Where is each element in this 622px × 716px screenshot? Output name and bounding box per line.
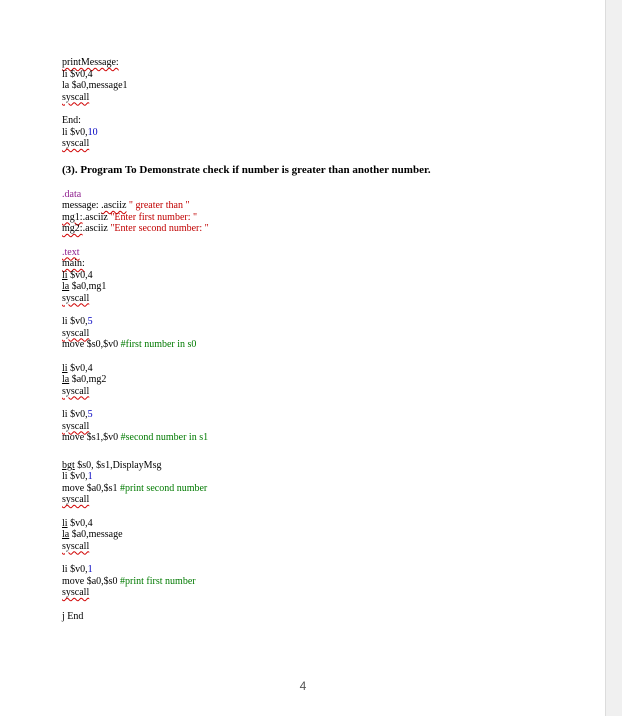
code-text: move $s1,$v0 <box>62 432 121 443</box>
section-heading: (3). Program To Demonstrate check if number is greater than another number. <box>62 163 431 176</box>
code-line <box>62 611 582 623</box>
code-args: $a0,message <box>69 529 123 540</box>
code-line <box>62 409 582 421</box>
string-literal: "Enter first number: " <box>107 211 198 223</box>
code-syscall: syscall <box>62 91 90 103</box>
code-line <box>62 471 582 483</box>
code-syscall: syscall <box>62 494 90 505</box>
code-args: $v0, <box>67 316 88 327</box>
code-line <box>62 247 582 259</box>
code-line <box>62 564 582 576</box>
code-text: move $s0,$v0 <box>62 339 121 350</box>
code-syscall: syscall <box>62 587 90 598</box>
code-num: 5 <box>87 409 93 420</box>
code-args: $v0, <box>67 269 88 281</box>
code-line <box>62 138 582 150</box>
code-num: 5 <box>87 316 93 327</box>
code-line <box>62 529 582 541</box>
code-args: $v0, <box>70 68 88 80</box>
code-label: mg2: <box>62 223 83 234</box>
code-label: message: <box>62 200 102 211</box>
code-comment: #print second number <box>120 482 208 494</box>
code-args: $v0, <box>67 362 88 374</box>
code-num: 4 <box>87 362 93 374</box>
code-line <box>62 127 582 139</box>
code-op: li <box>62 362 68 374</box>
code-op: li <box>62 409 68 420</box>
code-args: $v0, <box>67 517 88 529</box>
code-line <box>62 518 582 530</box>
code-text: move $a0,$s0 <box>62 575 121 587</box>
document-body <box>62 57 582 622</box>
code-op: li <box>62 316 68 327</box>
code-line <box>62 541 582 553</box>
code-line <box>62 432 582 444</box>
code-op: la <box>62 281 70 292</box>
code-comment: #second number in s1 <box>120 432 209 443</box>
code-syscall: syscall <box>62 327 90 339</box>
code-line <box>62 374 582 386</box>
code-line <box>62 212 582 224</box>
code-line <box>62 316 582 328</box>
code-op: li <box>62 269 68 281</box>
code-op: la <box>62 80 70 91</box>
code-num: 1 <box>87 471 93 482</box>
code-line <box>62 483 582 495</box>
code-args: $v0, <box>67 471 88 482</box>
main-label: main: <box>62 258 85 269</box>
code-syscall: syscall <box>62 420 90 432</box>
string-literal: "Enter second number: " <box>107 223 209 234</box>
code-line <box>62 363 582 375</box>
code-num: 4 <box>87 517 93 529</box>
code-line <box>62 223 582 235</box>
code-num: 10 <box>87 126 98 138</box>
code-num: 4 <box>87 68 93 80</box>
code-text: j End <box>62 610 84 622</box>
code-op: li <box>62 517 68 529</box>
code-line <box>62 421 582 433</box>
code-line <box>62 328 582 340</box>
code-args: $s0, $s1,DisplayMsg <box>74 459 162 471</box>
code-syscall: syscall <box>62 385 90 397</box>
vertical-scrollbar[interactable] <box>605 0 622 716</box>
code-op: la <box>62 529 70 540</box>
code-args: $a0,message1 <box>71 80 128 91</box>
code-comment: #print first number <box>120 575 196 587</box>
data-directive: .data <box>62 188 82 200</box>
code-op: bgt <box>62 459 75 471</box>
code-args: $v0, <box>70 126 88 138</box>
code-label: End: <box>62 115 81 126</box>
code-line <box>62 494 582 506</box>
code-line <box>62 293 582 305</box>
asciiz-directive: .asciiz <box>101 200 127 211</box>
code-args: $v0, <box>67 564 88 575</box>
code-line <box>62 57 582 69</box>
code-line <box>62 92 582 104</box>
code-op: li <box>62 126 68 138</box>
code-syscall: syscall <box>62 540 90 552</box>
code-args: $v0, <box>67 409 88 420</box>
code-line <box>62 587 582 599</box>
code-line <box>62 189 582 201</box>
code-line <box>62 80 582 92</box>
code-op: li <box>62 471 68 482</box>
code-line <box>62 460 582 472</box>
code-line <box>62 270 582 282</box>
code-num: 4 <box>87 269 93 281</box>
code-line <box>62 115 582 127</box>
code-label: mg1: <box>62 211 83 223</box>
code-label: printMessage: <box>62 57 119 68</box>
code-line <box>62 200 582 212</box>
code-text: move $a0,$s1 <box>62 482 121 494</box>
code-op: li <box>62 564 68 575</box>
code-comment: #first number in s0 <box>120 339 197 350</box>
code-op: la <box>62 374 70 385</box>
text-directive: .text <box>62 246 80 258</box>
string-literal: " greater than " <box>126 200 190 211</box>
code-line <box>62 281 582 293</box>
asciiz-directive: .asciiz <box>82 223 108 234</box>
asciiz-directive: .asciiz <box>82 211 108 223</box>
code-line <box>62 339 582 351</box>
page-number: 4 <box>299 679 307 693</box>
code-syscall: syscall <box>62 138 90 149</box>
code-line <box>62 69 582 81</box>
code-line <box>62 576 582 588</box>
code-syscall: syscall <box>62 292 90 304</box>
code-op: li <box>62 68 68 80</box>
code-args: $a0,mg1 <box>69 281 107 292</box>
code-line <box>62 258 582 270</box>
code-num: 1 <box>87 564 93 575</box>
code-args: $a0,mg2 <box>69 374 107 385</box>
code-line <box>62 386 582 398</box>
